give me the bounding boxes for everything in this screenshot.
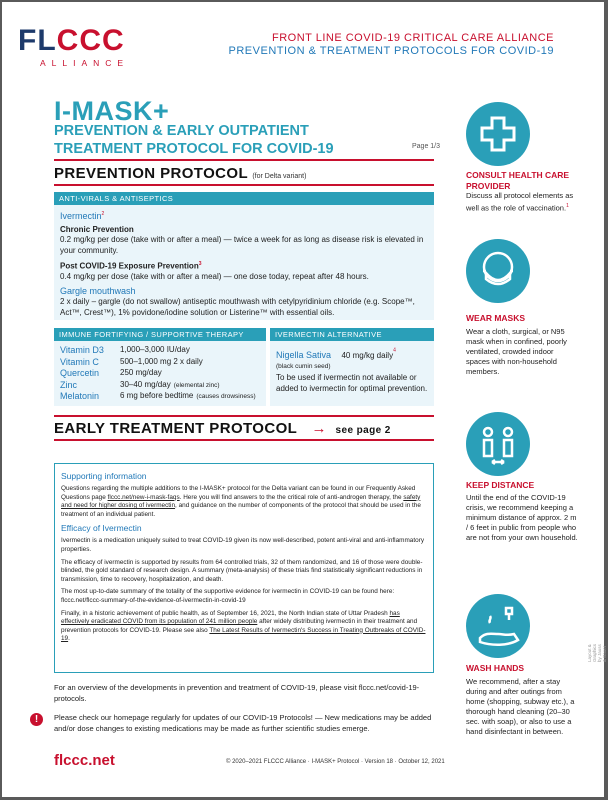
prevention-note: (for Delta variant) [252,173,307,180]
divider [54,415,434,417]
footer-text: © 2020–2021 FLCCC Alliance · I-MASK+ Protocol · Version 18 · October 12, 2021 [226,759,445,765]
protocol-title: I-MASK+ [54,96,170,126]
supplement-dose: 500–1,000 mg 2 x daily [120,356,203,366]
supplement-dose: 1,000–3,000 IU/day [120,345,190,354]
supplement-name: Zinc [60,379,78,390]
hand-wash-icon [466,594,530,658]
supplement-name: Quercetin [60,368,100,378]
gargle-text: 2 x daily – gargle (do not swallow) antiseptic mouthwash with cetylpyridinium chloride (e.g. Scope™, Act™, Crest™), 1% povidone/iodine solution or Listerine™ with essential oils. [60,297,415,317]
nigella-line: Nigella Sativa 40 mg/kg daily$^4$ [276,347,396,360]
nigella-note: (black cumin seed) [276,363,331,370]
distance-people-icon [466,412,530,476]
immune-row [60,391,260,403]
supplement-dose: 250 mg/day [120,368,162,377]
arrow-right-icon: → [311,420,327,437]
vertical-credit: Layout & Graphics by Jauss & Bauer [587,643,607,662]
medical-cross-icon [466,102,530,166]
overview-text: For an overview of the developments in prevention and treatment of COVID-19, please visit flccc.net/covid-19-protocols. [54,683,420,703]
uttar-pradesh-link[interactable]: has effectively eradicated COVID from its population of 241 million people [61,609,400,626]
supplement-name: Melatonin [60,391,100,401]
wash-hands-text: We recommend, after a stay during and after outings from home (shopping, subway etc.), a thorough hand cleaning (20–30 sec. with soap), or also to use a hand disinfectant in between. [466,677,575,736]
efficacy-title: Efficacy of Ivermectin [61,523,142,534]
gargle-label: Gargle mouthwash [60,286,136,297]
logo-subtext: ALLIANCE [40,58,130,68]
alternative-box [270,328,434,406]
consult-title: CONSULT HEALTH CARE PROVIDER [466,170,570,191]
early-treatment-heading: EARLY TREATMENT PROTOCOL → see page 2 [54,420,391,437]
divider [54,184,434,186]
antivirals-box [54,192,434,320]
immune-row [60,345,260,357]
immune-row [60,368,260,380]
supplement-name: Vitamin C [60,356,99,367]
post-exposure-label: Post COVID-19 Exposure Prevention$^3$ [60,261,202,271]
wash-hands-title: WASH HANDS [466,663,525,673]
keep-distance-title: KEEP DISTANCE [466,480,535,490]
ivermectin-label: Ivermectin$^2$ [60,211,105,221]
dosing-link[interactable]: safety and need for higher dosing of ivermectin [61,493,421,510]
wear-masks-title: WEAR MASKS [466,313,526,323]
antivirals-header: ANTI-VIRALS & ANTISEPTICS [54,192,434,205]
chronic-prevention-text: 0.2 mg/kg per dose (take with or after a meal) — twice a week for as long as disease risk is elevated in your community. [60,235,424,255]
page-number: Page 1/3 [412,143,441,150]
supplement-dose: 6 mg before bedtime (causes drowsiness) [120,391,256,400]
immune-table [60,345,260,403]
divider [54,439,434,441]
wear-masks-text: Wear a cloth, surgical, or N95 mask when in confined, poorly ventilated, crowded indoor spaces with non-household members. [466,327,567,376]
nigella-text: To be used if ivermectin not available or added to ivermectin for optimal prevention. [276,373,428,393]
org-name: FRONT LINE COVID-19 CRITICAL CARE ALLIANCE [271,32,554,44]
efficacy-text-3: The most up-to-date summary of the totality of the supportive evidence for ivermectin in COVID-19 can be found here: flccc.net/flccc-summary-of-the-evidence-of-ivermectin-in-covid-19 [61,588,395,604]
keep-distance-text: Until the end of the COVID-19 crisis, we recommend keeping a minimum distance of approx. 2 m / 6 feet in public from people who are not from your own household. [466,493,578,542]
org-tagline: PREVENTION & TREATMENT PROTOCOLS FOR COVID-19 [228,45,554,57]
immune-box [54,328,266,406]
flccc-logo [18,26,148,76]
supporting-info-text: Questions regarding the multiple additions to the I-MASK+ protocol for the Delta variant can be found in our Frequently Asked Questions page flccc.net/new-i-mask-faqs. Here you will find answers to the the critical role of anti-androgen therapy, the safety and need for higher dosing of ivermectin, and guidance on the number of components of the protocol that should be used in the treatment of an individual patient. [61,485,421,518]
alternative-header: IVERMECTIN ALTERNATIVE [270,328,434,341]
divider [54,159,434,161]
logo-text-fl: FL [18,24,57,57]
immune-header: IMMUNE FORTIFYING / SUPPORTIVE THERAPY [54,328,266,341]
site-link[interactable]: flccc.net [54,752,115,769]
notice-text: Please check our homepage regularly for updates of our COVID-19 Protocols! — New medications may be added and/or dose changes to existing medications may be made as further scientific studies emerge. [54,713,432,733]
summary-link[interactable]: flccc.net/flccc-summary-of-the-evidence-of-ivermectin-in-covid-19 [61,596,246,604]
efficacy-text-1: Ivermectin is a medication uniquely suited to treat COVID-19 given its now well-described, potent anti-viral and anti-inflammatory properties. [61,537,425,553]
faq-link[interactable]: flccc.net/new-i-mask-faqs [107,493,180,501]
chronic-prevention-label: Chronic Prevention [60,225,134,234]
post-exposure-text: 0.4 mg/kg per dose (take with or after a meal) — one dose today, repeat after 48 hours. [60,271,369,281]
consult-text: Discuss all protocol elements as well as the role of vaccination.$^1$ [466,191,574,213]
protocol-subtitle: PREVENTION & EARLY OUTPATIENT TREATMENT PROTOCOL FOR COVID-19 [54,123,334,157]
efficacy-text-2: The efficacy of ivermectin is supported by results from 64 controlled trials, 32 of them randomized, and 16 of those were double-blinded, the gold standard of research design. A summary (meta-analysis) of these trials find statistically significant reductions in transmission, time to recovery, hospitalization, and death. [61,558,423,583]
supplement-name: Vitamin D3 [60,345,104,355]
logo-text-ccc: CCC [56,24,125,57]
latest-results-link[interactable]: The Latest Results of Ivermectin's Success in Treating Outbreaks of COVID-19 [61,626,426,643]
immune-row [60,357,260,369]
supporting-info-title: Supporting information [61,471,147,481]
exclamation-icon: ! [30,713,43,726]
supplement-dose: 30–40 mg/day (elemental zinc) [120,379,220,389]
face-mask-icon [466,239,530,303]
prevention-heading: PREVENTION PROTOCOL (for Delta variant) [54,165,307,182]
protocol-page [2,2,607,797]
org-header [229,32,554,58]
efficacy-text-4: Finally, in a historic achievement of public health, as of September 16, 2021, the North Indian state of Uttar Pradesh has effectively eradicated COVID from its population of 241 million people after widely distributing ivermectin in their treatment and prevention protocols for COVID-19. Please see also The Latest Results of Ivermectin's Success in Treating Outbreaks of COVID-19. [61,609,426,643]
supporting-info-box [54,463,434,673]
see-page-2-link[interactable]: see page 2 [335,425,391,436]
immune-row [60,380,260,392]
